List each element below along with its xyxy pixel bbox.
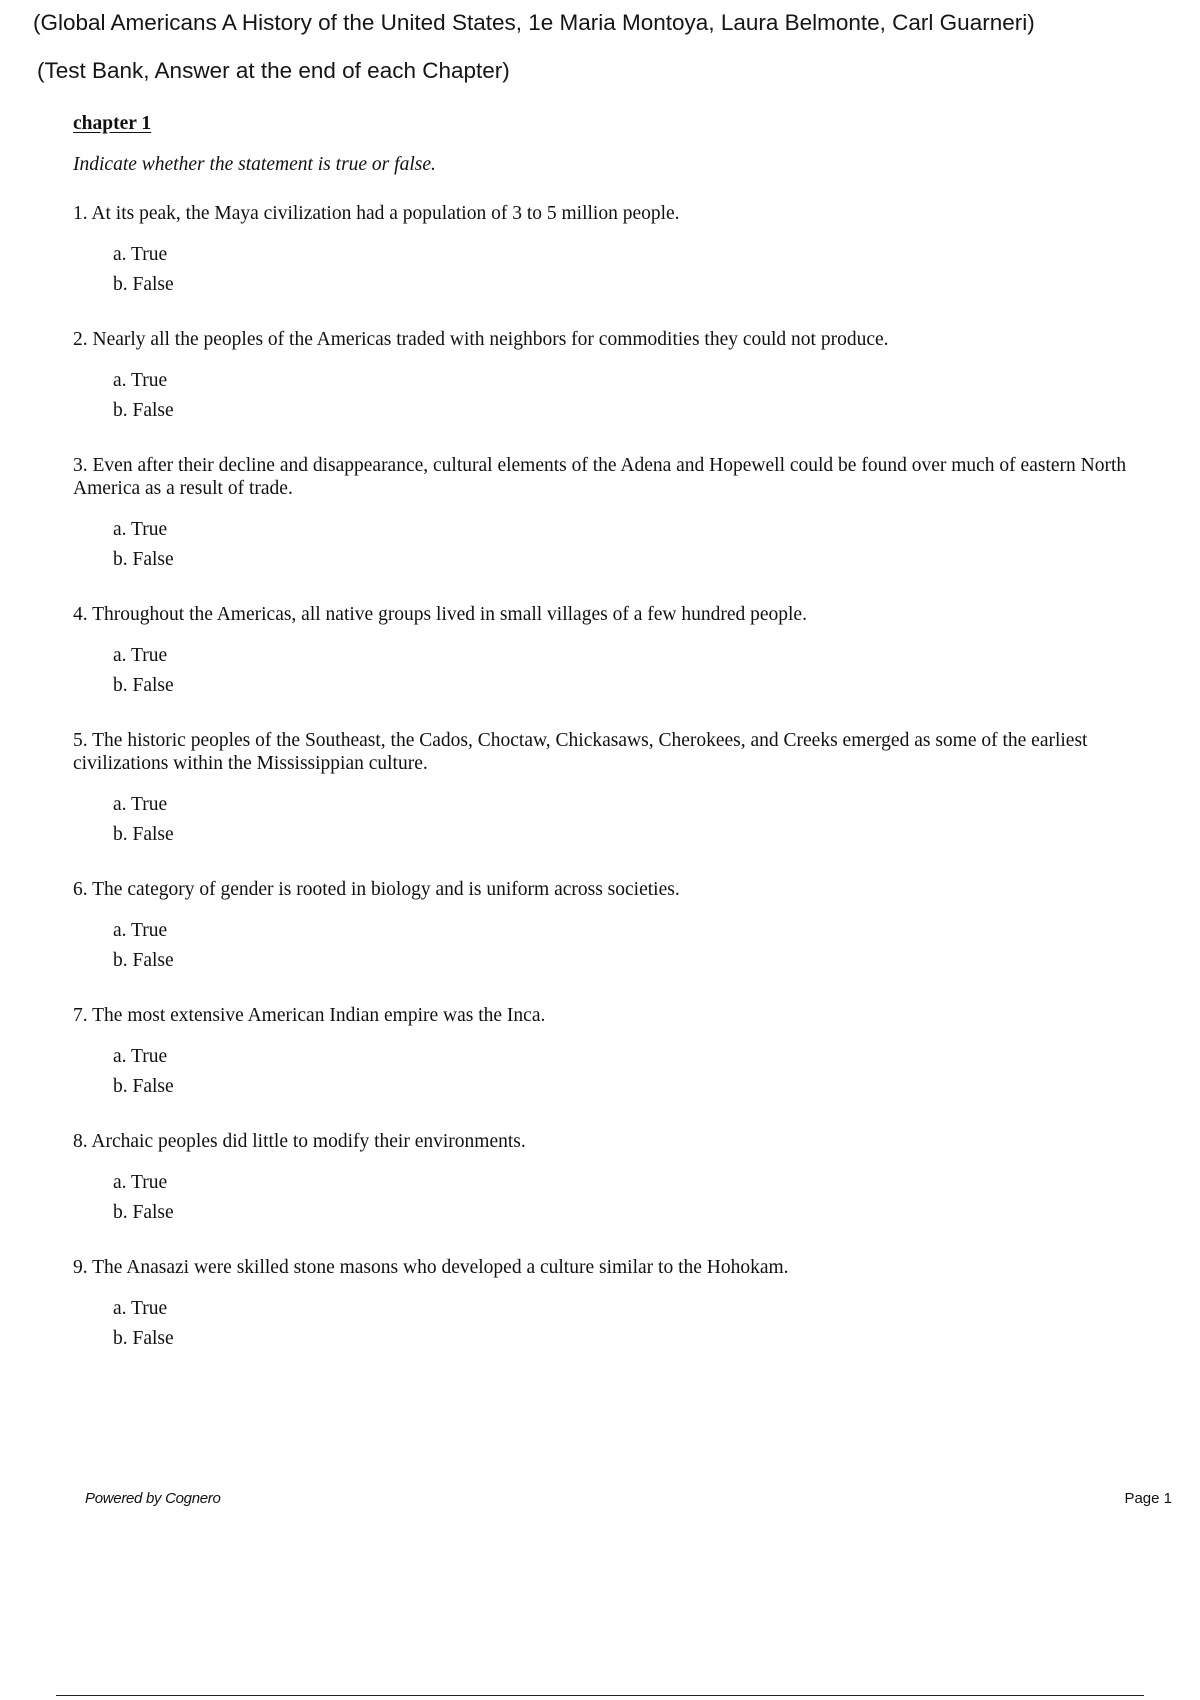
- question-6: [73, 878, 1173, 976]
- question-text: 5. The historic peoples of the Southeast, the Cados, Choctaw, Chickasaws, Cherokees, and Creeks emerged as some of the earliest civilizations within the Mississippian culture.: [73, 730, 1088, 774]
- choice-list: [113, 515, 1173, 575]
- choice-a: a. True: [113, 1172, 168, 1193]
- choice-b: b. False: [113, 950, 174, 971]
- question-text: 1. At its peak, the Maya civilization had a population of 3 to 5 million people.: [73, 203, 680, 224]
- choice-b: b. False: [113, 1328, 174, 1349]
- question-7: [73, 1004, 1173, 1102]
- chapter-title: chapter 1: [73, 113, 152, 134]
- question-text: 2. Nearly all the peoples of the Americas traded with neighbors for commodities they could not produce.: [73, 329, 889, 350]
- document-header-subtitle: (Test Bank, Answer at the end of each Chapter): [37, 58, 510, 83]
- question-text: 4. Throughout the Americas, all native groups lived in small villages of a few hundred people.: [73, 604, 807, 625]
- question-1: [73, 202, 1173, 300]
- choice-a: a. True: [113, 794, 168, 815]
- question-text: 9. The Anasazi were skilled stone masons who developed a culture similar to the Hohokam.: [73, 1257, 789, 1278]
- choice-b: b. False: [113, 824, 174, 845]
- choice-a: a. True: [113, 645, 168, 666]
- page-divider: [56, 1695, 1144, 1696]
- question-text: 6. The category of gender is rooted in biology and is uniform across societies.: [73, 879, 680, 900]
- test-content: [73, 112, 1173, 1354]
- choice-b: b. False: [113, 675, 174, 696]
- powered-by-footer: Powered by Cognero: [85, 1490, 221, 1507]
- choice-list: [113, 790, 1173, 850]
- choice-list: [113, 240, 1173, 300]
- document-header-title: (Global Americans A History of the United States, 1e Maria Montoya, Laura Belmonte, Carl Guarneri): [33, 10, 1035, 35]
- question-8: [73, 1130, 1173, 1228]
- choice-b: b. False: [113, 274, 174, 295]
- choice-list: [113, 641, 1173, 701]
- choice-list: [113, 1042, 1173, 1102]
- question-3: [73, 454, 1173, 575]
- choice-list: [113, 1168, 1173, 1228]
- choice-a: a. True: [113, 1046, 168, 1067]
- choice-a: a. True: [113, 370, 168, 391]
- question-4: [73, 603, 1173, 701]
- question-9: [73, 1256, 1173, 1354]
- choice-list: [113, 366, 1173, 426]
- choice-list: [113, 916, 1173, 976]
- question-text: 3. Even after their decline and disappearance, cultural elements of the Adena and Hopewell could be found over much of eastern North America as a result of trade.: [73, 455, 1127, 499]
- choice-b: b. False: [113, 400, 174, 421]
- question-2: [73, 328, 1173, 426]
- choice-a: a. True: [113, 920, 168, 941]
- choice-b: b. False: [113, 1076, 174, 1097]
- choice-list: [113, 1294, 1173, 1354]
- instructions: Indicate whether the statement is true or false.: [73, 154, 436, 175]
- question-text: 8. Archaic peoples did little to modify their environments.: [73, 1131, 526, 1152]
- choice-a: a. True: [113, 1298, 168, 1319]
- choice-a: a. True: [113, 244, 168, 265]
- page-number: Page 1: [1124, 1490, 1172, 1507]
- choice-a: a. True: [113, 519, 168, 540]
- question-5: [73, 729, 1173, 850]
- choice-b: b. False: [113, 549, 174, 570]
- choice-b: b. False: [113, 1202, 174, 1223]
- question-text: 7. The most extensive American Indian empire was the Inca.: [73, 1005, 546, 1026]
